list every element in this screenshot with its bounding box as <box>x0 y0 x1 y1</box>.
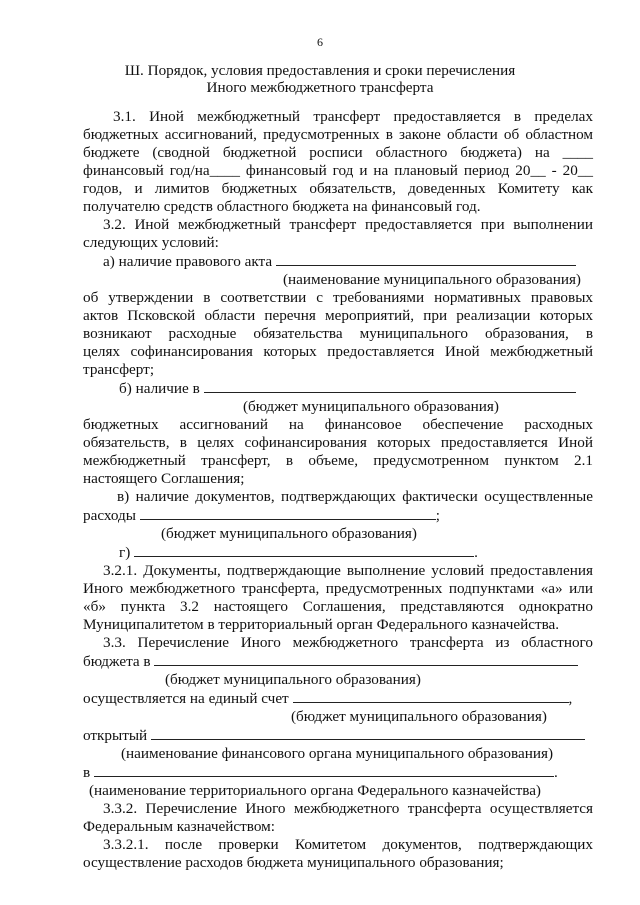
paragraph-3-3-opened-row <box>83 726 593 745</box>
paragraph-3-3-2-line: 3.3.2. Перечисление Иного межбюджетного трансферта осуществляется <box>103 800 593 817</box>
paragraph-3-1-line: бюджете (сводной бюджетной росписи областного бюджета) на ____ <box>83 144 593 161</box>
paragraph-3-2-1-line: 3.2.1. Документы, подтверждающие выполнение условий предоставления <box>103 562 593 579</box>
item-g-blank[interactable] <box>134 543 474 557</box>
item-b-line: межбюджетный трансферт, в объеме, предусмотренном пунктом 2.1 <box>83 452 593 469</box>
paragraph-3-2-1-line: «б» пункта 3.2 настоящего Соглашения, представляются однократно <box>83 598 593 615</box>
paragraph-3-3-account-end: , <box>568 690 573 707</box>
item-a-caption: (наименование муниципального образования) <box>283 271 581 288</box>
item-a-line: актов Псковской области перечня мероприятий, при реализации которых <box>83 307 593 324</box>
paragraph-3-3-field-row <box>83 652 593 671</box>
item-a-label: а) наличие правового акта <box>103 253 273 270</box>
item-v-line: в) наличие документов, подтверждающих фактически осуществленные <box>117 488 593 505</box>
section-title <box>0 62 640 96</box>
paragraph-3-3-opened-label: открытый <box>83 727 148 744</box>
item-b-line: настоящего Соглашения; <box>83 470 245 487</box>
item-a-line: возникают расходные обязательства муниципального образования, в <box>83 325 593 342</box>
item-a-line: трансферт; <box>83 361 155 378</box>
item-a-line: целях софинансирования которых предоставляется Иной межбюджетный <box>83 343 593 360</box>
paragraph-3-2-line: 3.2. Иной межбюджетный трансферт предоставляется при выполнении <box>103 216 593 233</box>
item-v-field-row <box>83 506 593 525</box>
paragraph-3-1-line: годов, и лимитов бюджетных обязательств, доведенных Комитету как <box>83 180 593 197</box>
paragraph-3-1-line: 3.1. Иной межбюджетный трансферт предоставляется в пределах <box>113 108 593 125</box>
paragraph-3-1-line: бюджетных ассигнований, предусмотренных в законе области об областном <box>83 126 593 143</box>
paragraph-3-3-treasury-row <box>83 763 593 782</box>
paragraph-3-3-account-row <box>83 689 593 708</box>
item-a-blank[interactable] <box>276 252 576 266</box>
section-title-line-1: Ш. Порядок, условия предоставления и сроки перечисления <box>124 62 516 79</box>
paragraph-3-2-line: следующих условий: <box>83 234 219 251</box>
item-b-label: б) наличие в <box>119 380 200 397</box>
paragraph-3-3-2-1-line: 3.3.2.1. после проверки Комитетом документов, подтверждающих <box>103 836 593 853</box>
paragraph-3-3-2-1-line: осуществление расходов бюджета муниципального образования; <box>83 854 504 871</box>
paragraph-3-3-blank-budget[interactable] <box>154 652 578 666</box>
paragraph-3-3-blank-treasury[interactable] <box>94 763 554 777</box>
paragraph-3-3-account-label: осуществляется на единый счет <box>83 690 289 707</box>
paragraph-3-2-1-line: Муниципалитетом в территориальный орган Федерального казначейства. <box>83 616 560 633</box>
paragraph-3-3-blank-opened[interactable] <box>151 726 585 740</box>
document-body <box>83 108 593 872</box>
paragraph-3-3-caption-finance-body: (наименование финансового органа муниципального образования) <box>121 745 554 762</box>
item-b-field-row <box>83 379 593 398</box>
item-g-field-row <box>83 543 593 562</box>
paragraph-3-3-caption-account: (бюджет муниципального образования) <box>291 708 547 725</box>
paragraph-3-3-caption-budget: (бюджет муниципального образования) <box>165 671 421 688</box>
item-b-line: обязательств, в целях софинансирования которых предоставляется Иной <box>83 434 593 451</box>
paragraph-3-2-1-line: Иного межбюджетного трансферта, предусмотренных подпунктами «а» или <box>83 580 593 597</box>
item-a-field-row <box>83 252 593 271</box>
item-b-caption: (бюджет муниципального образования) <box>243 398 499 415</box>
paragraph-3-3-treasury-end: . <box>553 764 558 781</box>
paragraph-3-3-treasury-label: в <box>83 764 91 781</box>
paragraph-3-3-label: бюджета в <box>83 653 151 670</box>
section-title-line-2: Иного межбюджетного трансферта <box>206 79 434 96</box>
item-g-end: . <box>474 544 478 561</box>
item-a-line: об утверждении в соответствии с требованиями нормативных правовых <box>83 289 593 306</box>
item-b-blank[interactable] <box>204 379 576 393</box>
item-v-end: ; <box>435 507 441 524</box>
paragraph-3-1-line: финансовый год/на____ финансовый год и на плановый период 20__ - 20__ <box>83 162 593 179</box>
item-g-label: г) <box>119 544 131 561</box>
paragraph-3-1-line: получателю средств областного бюджета на финансовый год. <box>83 198 481 215</box>
paragraph-3-3-caption-treasury: (наименование территориального органа Федерального казначейства) <box>89 782 541 799</box>
item-b-line: бюджетных ассигнований на финансовое обеспечение расходных <box>83 416 593 433</box>
page-number: 6 <box>317 35 323 49</box>
item-v-caption: (бюджет муниципального образования) <box>161 525 417 542</box>
item-v-label: расходы <box>83 507 136 524</box>
paragraph-3-3-blank-account[interactable] <box>293 689 569 703</box>
paragraph-3-3-2-line: Федеральным казначейством: <box>83 818 275 835</box>
item-v-blank[interactable] <box>140 506 436 520</box>
paragraph-3-3-line: 3.3. Перечисление Иного межбюджетного трансферта из областного <box>103 634 593 651</box>
